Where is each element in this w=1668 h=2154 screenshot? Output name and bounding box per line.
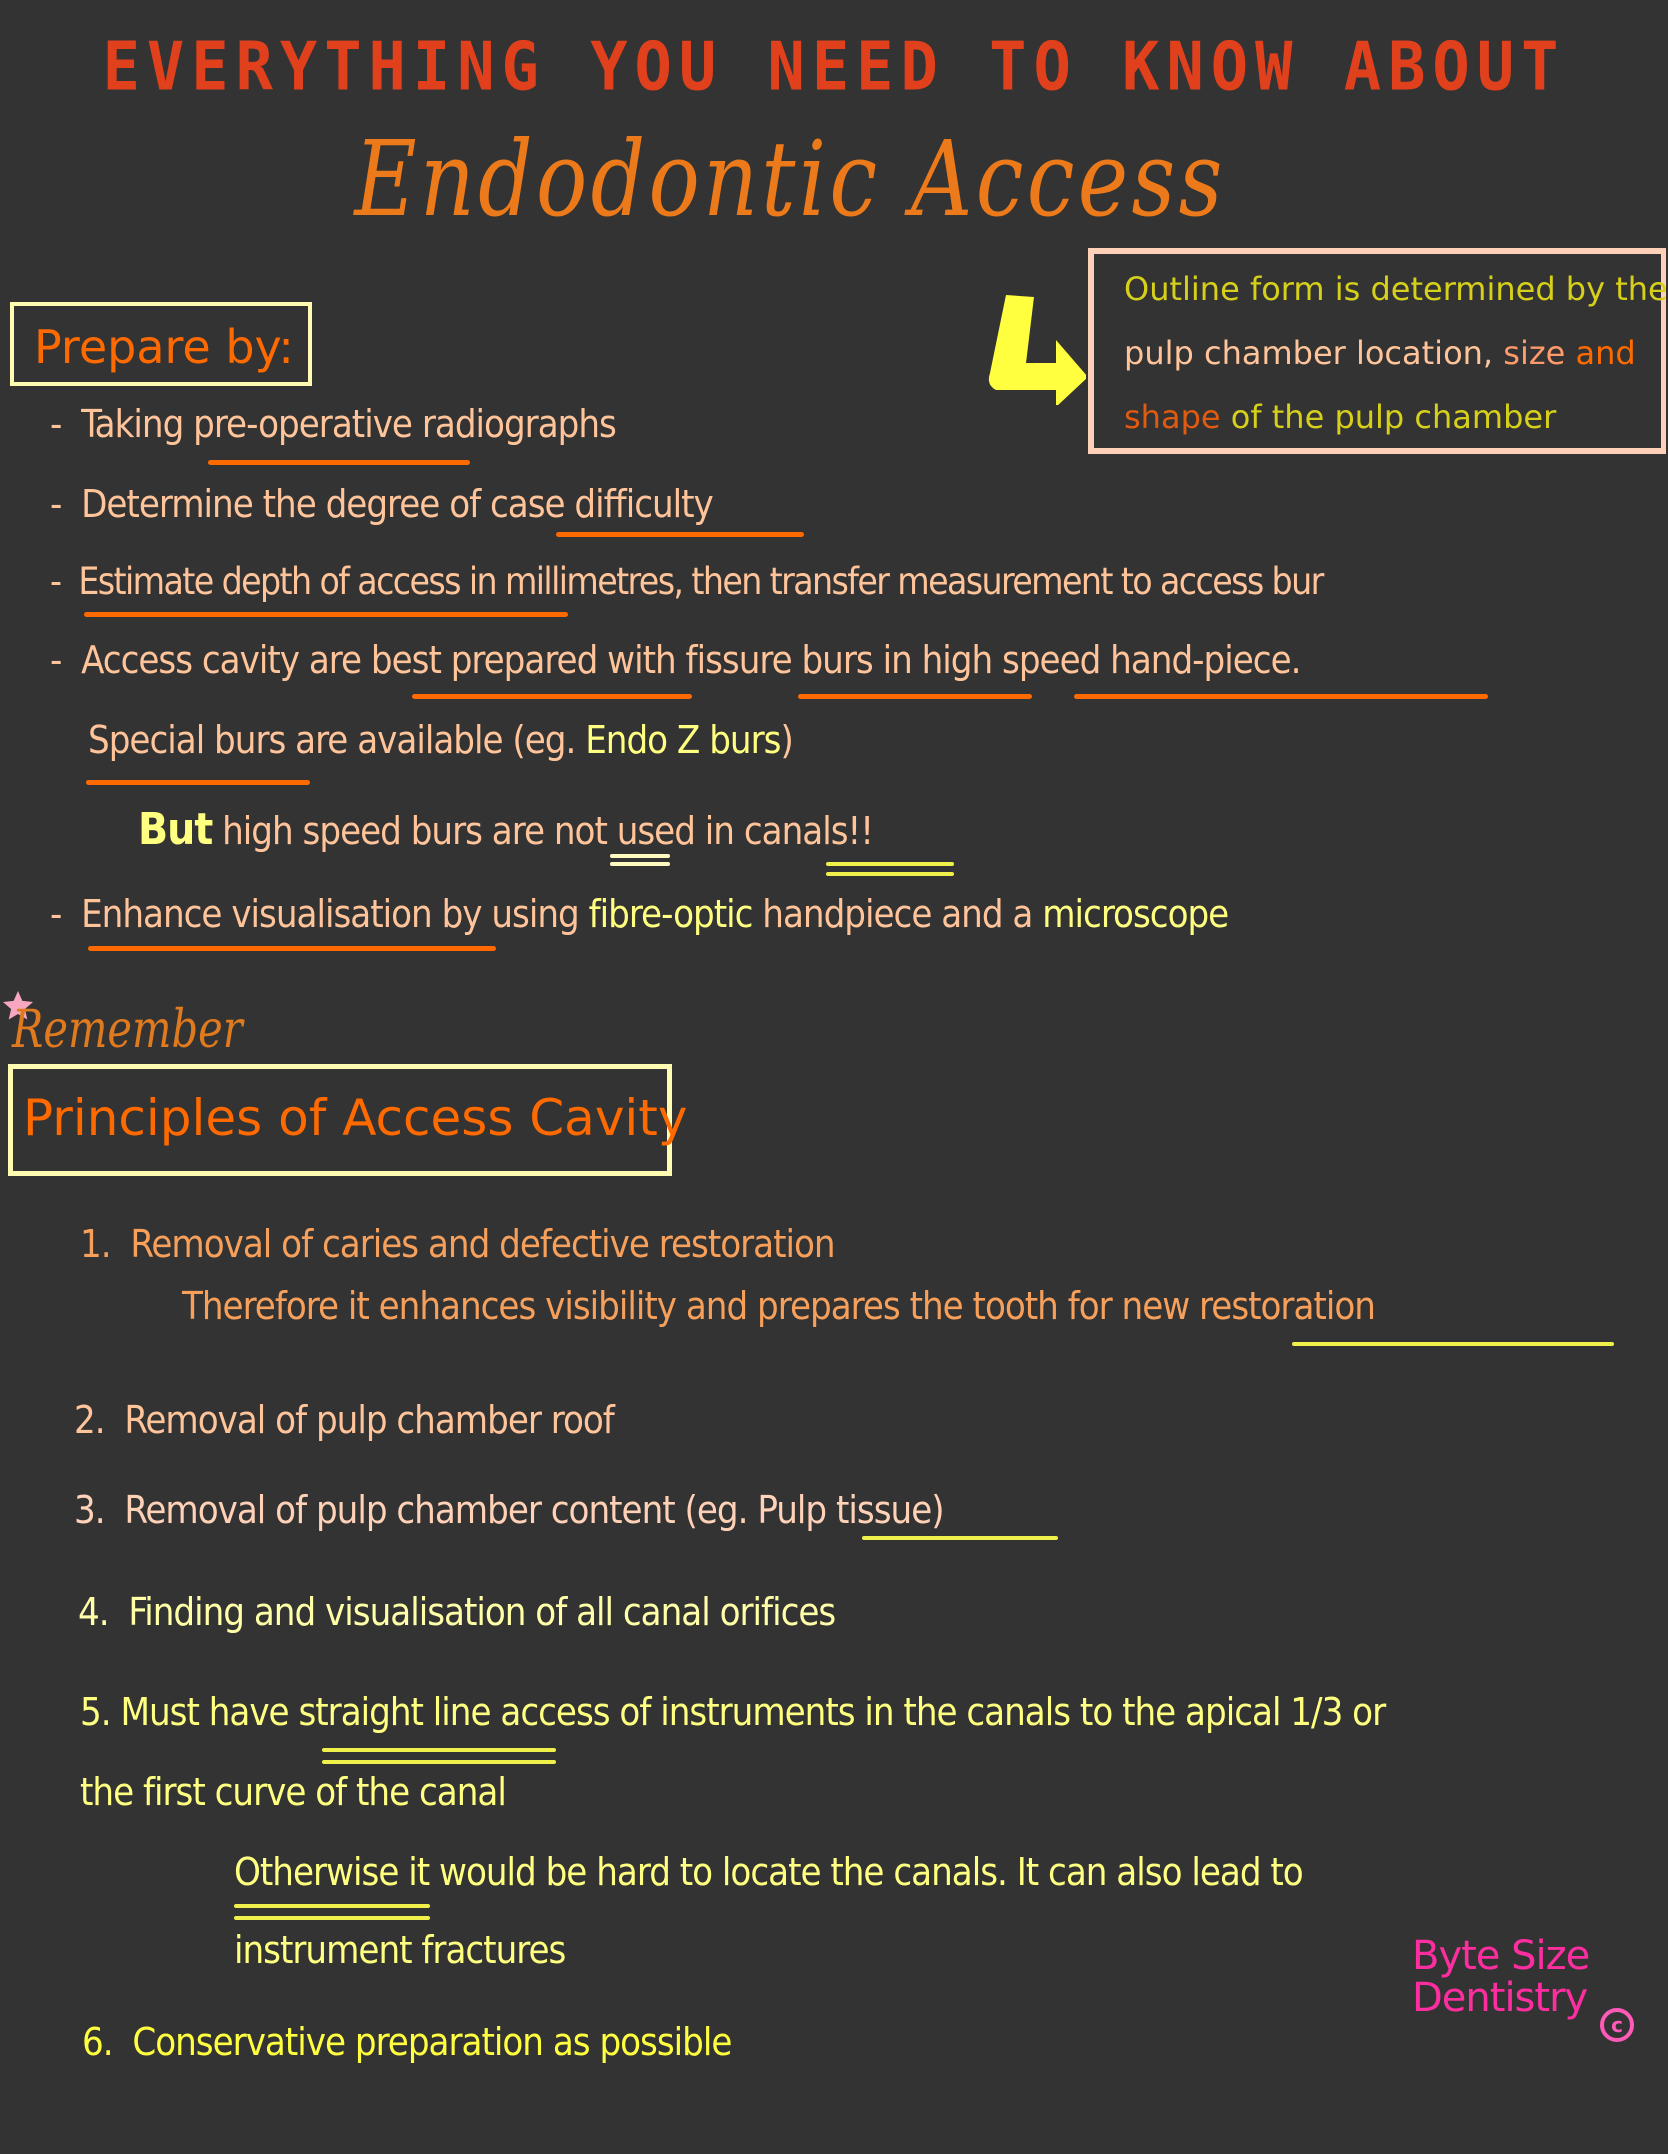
underline: [826, 872, 954, 876]
item-text: radiographs: [411, 402, 616, 446]
principle-5-note: [234, 1850, 1303, 1894]
principle-number: 2.: [74, 1398, 105, 1442]
principle-3: [74, 1488, 944, 1532]
principle-text: new restoration: [1121, 1284, 1375, 1328]
item-text: microscope: [1042, 892, 1229, 936]
item-text: ): [780, 718, 793, 762]
underline: [234, 1904, 430, 1908]
bullet: -: [50, 402, 62, 446]
prepare-item-2: [50, 482, 713, 526]
brand-line: Byte Size: [1412, 1933, 1590, 1979]
principle-text: Otherwise: [234, 1850, 399, 1894]
copyright-icon: c: [1600, 2008, 1634, 2042]
item-text: Enhance visualisation: [81, 892, 432, 936]
item-text: pre-operative: [193, 402, 412, 446]
principles-heading-box: [8, 1064, 688, 1176]
item-text: But: [138, 804, 213, 855]
callout-line-1: Outline form is determined by the: [1124, 270, 1668, 308]
principle-number: 4.: [78, 1590, 109, 1634]
item-text: Special burs are available (eg.: [88, 718, 586, 762]
underline: [322, 1748, 556, 1752]
prepare-item-1: [50, 402, 616, 446]
callout-line-3: [1124, 398, 1556, 436]
principles-heading: Principles of Access Cavity: [23, 1089, 688, 1147]
principle-number: 1.: [80, 1222, 111, 1266]
principle-number: 5.: [80, 1690, 111, 1734]
principle-text: access of instruments in the canals to the apical 1/3 or: [490, 1690, 1386, 1734]
prepare-heading-box: [10, 302, 312, 386]
underline: [84, 612, 568, 617]
item-text: high speed burs are: [212, 809, 554, 853]
item-text: best prepared: [370, 638, 598, 682]
prepare-heading: Prepare by:: [34, 320, 294, 374]
prepare-item-4: [50, 638, 1300, 682]
principle-text: Finding and visualisation of all canal orifices: [128, 1590, 836, 1634]
item-text: fibre-optic: [588, 892, 753, 936]
callout-text: and: [1575, 334, 1636, 372]
underline: [322, 1760, 556, 1764]
item-text: in millimetres, then transfer measurement to access bur: [459, 560, 1323, 603]
principle-text: Pulp tissue: [757, 1488, 932, 1532]
callout-line-2: [1124, 334, 1636, 372]
item-text: high speed hand-piece.: [921, 638, 1301, 682]
item-text: with: [597, 638, 686, 682]
principle-text: Conservative preparation as possible: [132, 2020, 732, 2064]
principle-5: [80, 1690, 1385, 1734]
prepare-note-warning: [138, 804, 873, 855]
item-text: case difficulty: [489, 482, 713, 526]
item-text: not: [553, 809, 607, 853]
underline: [1074, 694, 1488, 699]
principle-text: Removal of caries and defective restoration: [130, 1222, 835, 1266]
principle-5-note-cont: instrument fractures: [234, 1928, 566, 1972]
callout-text: shape: [1124, 398, 1221, 436]
item-text: in: [872, 638, 922, 682]
outline-form-callout: [1088, 248, 1666, 454]
callout-text: size: [1503, 334, 1566, 372]
underline: [610, 854, 670, 858]
item-text: Taking: [81, 402, 194, 446]
principle-text: straight line: [298, 1690, 491, 1734]
principle-text: Removal of pulp chamber content (eg.: [124, 1488, 758, 1532]
brand-line: Dentistry: [1412, 1975, 1588, 2021]
underline: [556, 532, 804, 537]
prepare-item-5: [50, 892, 1228, 936]
item-text: used in: [606, 809, 744, 853]
underline: [208, 460, 470, 465]
bullet: -: [50, 560, 61, 603]
principle-1: [80, 1222, 835, 1266]
bullet: -: [50, 638, 62, 682]
principle-text: ): [931, 1488, 944, 1532]
item-text: fissure burs: [685, 638, 873, 682]
underline: [798, 694, 1032, 699]
item-text: Access cavity are: [81, 638, 371, 682]
item-text: handpiece and a: [752, 892, 1043, 936]
principle-5-cont: the first curve of the canal: [80, 1770, 506, 1814]
item-text: Endo Z burs: [585, 718, 781, 762]
underline: [826, 862, 954, 866]
principle-4: [78, 1590, 835, 1634]
principle-text: it would be hard to locate the canals. It can also lead to: [398, 1850, 1303, 1894]
underline: [88, 946, 496, 951]
prepare-note-special-burs: [88, 718, 793, 762]
principle-2: [74, 1398, 614, 1442]
item-text: by using: [431, 892, 589, 936]
arrow-turn-right-icon: [976, 285, 1086, 405]
callout-text: of the pulp chamber: [1230, 398, 1557, 436]
bullet: -: [50, 482, 62, 526]
principle-number: 3.: [74, 1488, 105, 1532]
principle-text: Therefore it enhances visibility and prepares the tooth for: [182, 1284, 1122, 1328]
prepare-item-3: [50, 560, 1323, 603]
underline: [234, 1916, 430, 1920]
remember-label: Remember: [12, 1000, 243, 1060]
principle-text: Must have: [120, 1690, 299, 1734]
item-text: canals!!: [743, 809, 873, 853]
brand-logo: [1412, 1935, 1612, 2019]
bullet: -: [50, 892, 62, 936]
page-title: Endodontic Access: [354, 118, 1226, 240]
principle-text: Removal of pulp chamber roof: [124, 1398, 614, 1442]
principle-6: [82, 2020, 731, 2064]
underline: [862, 1536, 1058, 1540]
underline: [610, 862, 670, 866]
kicker-title: EVERYTHING YOU NEED TO KNOW ABOUT: [102, 27, 1566, 106]
underline: [1292, 1342, 1614, 1346]
principle-1-note: [182, 1284, 1375, 1328]
item-text: Determine the degree of: [81, 482, 490, 526]
principle-number: 6.: [82, 2020, 113, 2064]
underline: [86, 780, 310, 785]
item-text: Estimate depth of access: [78, 560, 460, 603]
callout-text: pulp chamber location,: [1124, 334, 1494, 372]
underline: [412, 694, 692, 699]
